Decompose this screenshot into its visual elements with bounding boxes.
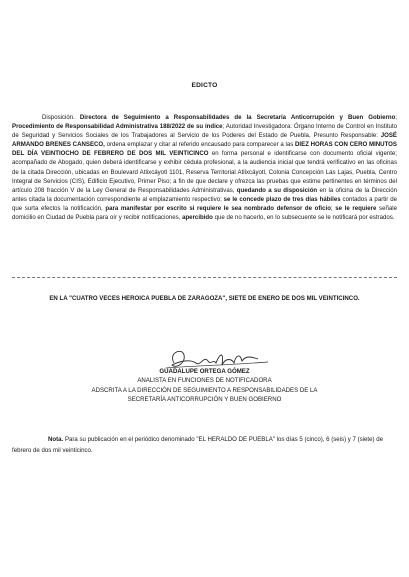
summons-order: ordena emplazar y citar al referido encausado para comparecer a las bbox=[106, 141, 294, 149]
place-and-date: EN LA "CUATRO VECES HEROICA PUEBLA DE ZARAGOZA", SIETE DE ENERO DE DOS MIL VEINTICINCO. bbox=[49, 295, 360, 302]
dashed-divider bbox=[12, 277, 397, 278]
signer-assignment-line-1: ADSCRITA A LA DIRECCIÓN DE SEGUIMIENTO A RESPONSABILIDADES DE LA bbox=[91, 386, 318, 394]
signature-block bbox=[0, 367, 409, 404]
appearance-terms: en forma personal e identificarse con documento oficial vigente; acompañado de Abogado, quien deberá identificarse y exhibir cédula profesional, a la audiencia inicial que tendrá verificativo en las oficinas de la citada Dirección, ubicadas en Boulevard Atlixcáyotl 1101, Reserva Territorial Atlixcáyotl, Colonia Concepción Las Lajas, Puebla, Centro Integral de Servicios (CIS), Edificio Ejecutivo, Primer Piso; a fin de que declare y ofrezca las pruebas que estime pertinentes en términos del artículo 208 fracción V de la Ley General de Responsabilidades Administrativas, bbox=[12, 150, 397, 194]
defender-text: para manifestar por escrito si requiere le sea nombrado defensor de oficio bbox=[105, 204, 331, 212]
directorate-name: Directora de Seguimiento a Responsabilidades de la Secretaría Anticorrupción y Buen Gobierno bbox=[79, 114, 396, 121]
investigating-authority: Autoridad Investigadora: Órgano Interno de Control en Instituto de Seguridad y Servicios Sociales de los Trabajadores al Servicio de los Poderes del Estado de Puebla, Presunto Responsable: bbox=[12, 123, 397, 140]
signer-name: GUADALUPE ORTEGA GÓMEZ bbox=[159, 368, 250, 375]
accused-name: JOSÉ ARMANDO BRENES CANSECO, bbox=[12, 132, 397, 149]
domicile-rest: señale domicilio en Ciudad de Puebla para oír y recibir notificaciones, bbox=[12, 204, 397, 222]
procedure-reference: Procedimiento de Responsabilidad Administrativa 188/2022 de su índice bbox=[12, 123, 223, 131]
hearing-time: DIEZ HORAS CON CERO MINUTOS DEL DÍA VEINTIOCHO DE FEBRERO DE DOS MIL VEINTICINCO bbox=[12, 141, 397, 158]
separator: ; bbox=[330, 204, 333, 212]
signer-assignment-line-2: SECRETARÍA ANTICORRUPCIÓN Y BUEN GOBIERNO bbox=[127, 395, 282, 403]
disposition-label: Disposición. bbox=[42, 114, 75, 121]
note-label: Nota. bbox=[48, 436, 64, 443]
term-rest: contados a partir de que surta efectos la notificación, bbox=[12, 195, 397, 212]
signer-role: ANALISTA EN FUNCIONES DE NOTIFICADORA bbox=[137, 377, 272, 385]
domicile-text: se le requiere bbox=[335, 204, 377, 212]
office-text: en la oficina de la Dirección antes citada la documentación correspondiente al emplazamiento respectivo; bbox=[12, 186, 397, 203]
publication-note bbox=[12, 435, 387, 457]
disposal-text: quedando a su disposición bbox=[236, 186, 318, 194]
edict-body: Disposición. Directora de Seguimiento a Responsabilidades de la Secretaría Anticorrupción y Buen Gobierno; Procedimiento de Responsabilidad Administrativa 188/2022 de su índice; Autoridad Investigadora: Órgano Interno de Control en Instituto de Seguridad y Servicios Sociales de los Trabajadores al Servicio de los Poderes del Estado de Puebla, Presunto Responsable: JOSÉ ARMANDO BRENES CANSECO, ordena emplazar y citar al referido encausado para comparecer a las DIEZ HORAS CON CERO MINUTOS DEL DÍA VEINTIOCHO DE FEBRERO DE DOS MIL VEINTICINCO en forma personal e identificarse con documento oficial vigente; acompañado de Abogado, quien deberá identificarse y exhibir cédula profesional, a la audiencia inicial que tendrá verificativo en las oficinas de la citada Dirección, ubicadas en Boulevard Atlixcáyotl 1101, Reserva Territorial Atlixcáyotl, Colonia Concepción Las Lajas, Puebla, Centro Integral de Servicios (CIS), Edificio Ejecutivo, Primer Piso; a fin de que declare y ofrezca las pruebas que estime pertinentes en términos del artículo 208 fracción V de la Ley General de Responsabilidades Administrativas, quedando a su disposición en la oficina de la Dirección antes citada la documentación correspondiente al emplazamiento respectivo; se le concede plazo de tres días hábiles contados a partir de que surta efectos la notificación, para manifestar por escrito si requiere le sea nombrado defensor de oficio; se le requiere señale domicilio en Ciudad de Puebla para oír y recibir notificaciones, apercibido que de no hacerlo, en lo subsecuente se le notificará por estrados. bbox=[12, 114, 397, 222]
note-text: Para su publicación en el periódico denominado "EL HERALDO DE PUEBLA" los días 5 (cinco), 6 (seis) y 7 (siete) de febrero de dos mil veinticinco. bbox=[12, 436, 384, 454]
document-title: EDICTO bbox=[191, 82, 218, 89]
warning-rest: que de no hacerlo, en lo subsecuente se le notificará por estrados. bbox=[214, 214, 395, 222]
term-text: se le concede plazo de tres días hábiles bbox=[223, 195, 341, 203]
warning-text: apercibido bbox=[182, 214, 213, 222]
